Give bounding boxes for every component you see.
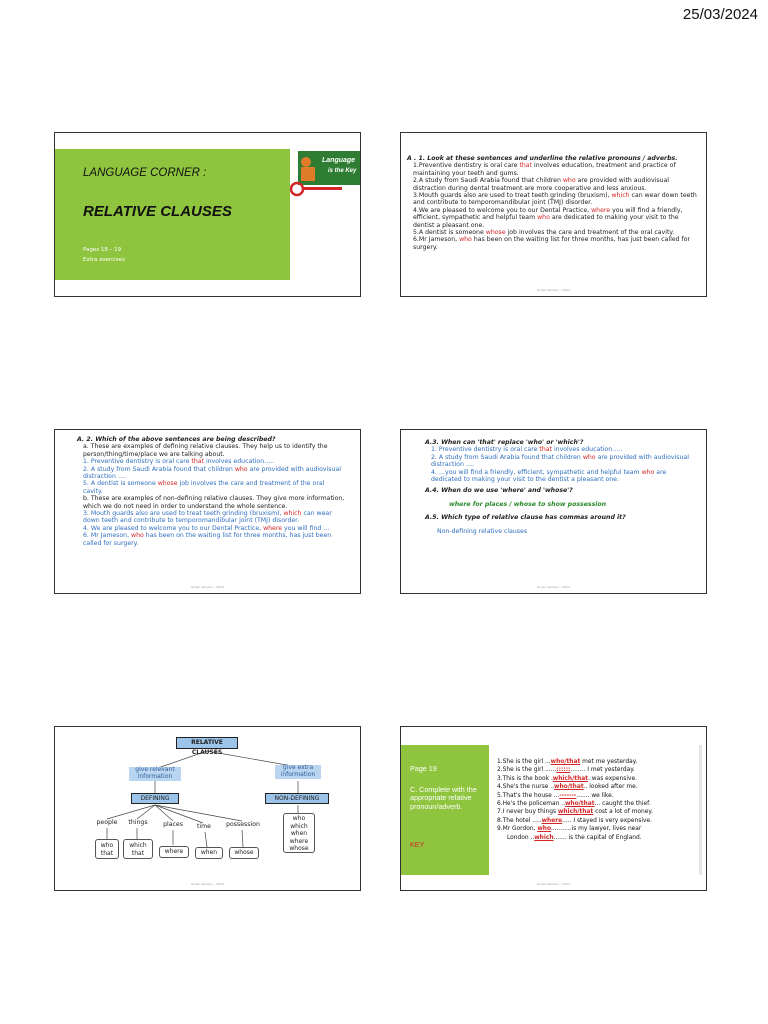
slide-footer: Grupo Gimeno – 2024 xyxy=(537,882,570,886)
example-item xyxy=(83,458,346,465)
item-text: are provided with audiovisual distraction …. xyxy=(431,453,689,469)
example-item xyxy=(431,446,692,453)
item-text: met me yesterday. xyxy=(580,759,638,765)
answer-word: ------- xyxy=(559,792,577,799)
item-number: 1. xyxy=(413,162,419,170)
answer-word: which/that xyxy=(557,809,594,816)
relative-pronoun: who xyxy=(537,214,550,222)
answer-item xyxy=(497,775,698,783)
sentence-item xyxy=(413,236,700,251)
relative-pronoun: that xyxy=(539,446,552,454)
key-label: KEY xyxy=(410,840,425,849)
item-text: . was expensive. xyxy=(588,775,637,782)
item-number: 1. xyxy=(497,759,503,765)
example-item xyxy=(83,532,346,547)
answer-item xyxy=(497,758,698,766)
relative-pronoun: who xyxy=(234,465,248,473)
item-text: 1. Preventive dentistry is oral care xyxy=(431,446,540,454)
answer-word: who/that xyxy=(550,759,581,765)
item-number: 4. xyxy=(497,784,503,791)
item-number: 7. xyxy=(497,809,503,816)
extra-info-note: give extra information xyxy=(275,765,321,779)
green-panel xyxy=(401,745,489,875)
a3-examples xyxy=(425,446,692,483)
answer-word: who/that xyxy=(554,784,584,791)
item-text: ........ I met yesterday. xyxy=(570,767,635,774)
item-text: 4. …you will find a friendly, efficient, sympathetic and helpful team xyxy=(431,468,642,476)
answer-item xyxy=(497,834,698,842)
item-text: are provided with audiovisual distraction during dental treatment are more cooperative and less anxious. xyxy=(413,177,669,192)
item-text: Mr Jameson, xyxy=(418,236,460,244)
sentence-item xyxy=(413,207,700,229)
answer-item xyxy=(497,808,698,816)
item-text: The hotel ..... xyxy=(502,817,542,824)
answer-item xyxy=(497,783,698,791)
sentence-item xyxy=(413,162,700,177)
language-key-logo xyxy=(290,147,360,197)
answer-item xyxy=(497,766,698,774)
item-text: can wear down teeth and contribute to temporomandibular joint (TMJ) disorder. xyxy=(83,510,332,525)
item-text: She's the nurse .. xyxy=(502,784,555,791)
example-item xyxy=(431,469,692,484)
logo-text-1: Language xyxy=(322,157,356,164)
item-text: can wear down teeth and contribute to temporomandibular joint (TMJ) disorder. xyxy=(413,192,697,207)
instruction-text: C. Complete with the appropriate relative pronoun/adverb. xyxy=(410,785,477,811)
category-people: people xyxy=(96,819,118,826)
relative-pronoun: that xyxy=(191,458,204,466)
item-text: 2. A study from Saudi Arabia found that children xyxy=(431,453,583,461)
example-item xyxy=(83,480,346,495)
answer-word: which/that xyxy=(552,775,589,782)
item-number: 6. xyxy=(413,236,419,244)
item-text: A dentist is someone xyxy=(418,229,486,237)
relative-pronoun: whose xyxy=(157,480,178,488)
slide2-content xyxy=(407,155,700,251)
slide-exercise-a3 xyxy=(400,429,707,594)
item-text: That's the house ... xyxy=(502,792,560,799)
item-text: He's the policeman .. xyxy=(502,801,565,808)
item-text: She is the girl ...... xyxy=(502,767,557,774)
relative-pronoun: who xyxy=(562,177,576,185)
question-a4: A.4. When do we use 'where' and 'whose'? xyxy=(425,487,573,495)
item-text: are dedicated to making your visit to the dentist a pleasant one. xyxy=(431,468,667,484)
relative-pronoun: which xyxy=(611,192,630,200)
category-places: places xyxy=(163,821,183,828)
answer-word: where xyxy=(541,817,563,824)
defining-examples xyxy=(77,458,346,495)
slide-diagram xyxy=(54,726,361,891)
relevant-info-note: give relevant information xyxy=(129,767,181,781)
item-text: I never buy things xyxy=(502,809,558,816)
item-text: 5. A dentist is someone xyxy=(83,480,158,488)
slide-footer: Grupo Gimeno – 2024 xyxy=(191,585,224,589)
item-text: has been on the waiting list for three months, has just been called for surgery. xyxy=(83,532,332,547)
relative-pronoun: who xyxy=(131,532,144,540)
item-number: 6. xyxy=(497,801,503,808)
slide3-content xyxy=(77,436,346,547)
relative-pronoun: who xyxy=(459,236,472,244)
item-text: A study from Saudi Arabia found that children xyxy=(418,177,563,185)
question-a5: A.5. Which type of relative clause has commas around it? xyxy=(425,514,626,522)
relative-pronoun: who xyxy=(641,468,655,476)
a5-answer: Non-defining relative clauses xyxy=(437,527,528,535)
question-a3: A.3. When can 'that' replace 'who' or 'which'? xyxy=(425,439,584,446)
sentence-list xyxy=(407,162,700,251)
pronoun-when: when xyxy=(195,847,223,859)
answer-item xyxy=(497,825,698,833)
extra-label: Extra exercises xyxy=(83,257,125,263)
item-text: ...........is my lawyer, lives near xyxy=(551,826,642,833)
item-text: Mouth guards also are used to treat teeth grinding (bruxism), xyxy=(418,192,612,200)
date-header: 25/03/2024 xyxy=(682,6,758,23)
relative-pronoun: which xyxy=(283,510,302,518)
relative-pronoun: who xyxy=(582,453,596,461)
a4-answer: where for places / whose to show possession xyxy=(449,500,607,508)
pronoun-whose: whose xyxy=(229,847,259,859)
slide-footer: Grupo Gimeno – 2024 xyxy=(537,288,570,292)
nondefining-paragraph: b. These are examples of non-defining relative clauses. They give more information, which we do not need in order to understand the whole sentence. xyxy=(83,495,345,510)
example-item xyxy=(83,525,346,532)
item-text: London .. xyxy=(507,834,535,841)
scroll-strip xyxy=(699,745,702,875)
item-number: 4. xyxy=(413,206,419,214)
item-text: has been on the waiting list for three months, has just been called for surgery. xyxy=(413,236,691,251)
slide-footer: Grupo Gimeno – 2024 xyxy=(537,585,570,589)
category-possession: possession xyxy=(226,821,260,828)
slide-pages-info xyxy=(83,245,125,265)
nondefining-examples xyxy=(77,510,346,547)
slide-exercise-a2 xyxy=(54,429,361,594)
item-text: involves education….. xyxy=(203,458,275,466)
pages-label: Pages 18 – 19 xyxy=(83,247,122,253)
item-text: 1. Preventive dentistry is oral care xyxy=(83,458,192,466)
pronoun-who-that: who that xyxy=(95,839,119,859)
page-label: Page 19 xyxy=(410,764,437,773)
item-text: 2. A study from Saudi Arabia found that children xyxy=(83,465,235,473)
relative-pronoun: where xyxy=(591,206,611,214)
item-number: 8. xyxy=(497,817,503,824)
item-text: involves education, treatment and practice of maintaining your teeth and gums. xyxy=(413,162,676,177)
slide-exercise-a1 xyxy=(400,132,707,297)
item-text: you will find a friendly, efficient, sympathetic and helpful team xyxy=(413,206,683,222)
example-item xyxy=(83,510,346,525)
defining-node: DEFINING xyxy=(131,793,179,804)
sentence-item xyxy=(413,192,700,207)
logo-text-2: is the Key xyxy=(328,168,357,174)
item-text: This is the book . xyxy=(502,775,553,782)
pronoun-where: where xyxy=(159,846,189,858)
item-text: 6. Mr Jameson, xyxy=(83,532,132,540)
answer-list xyxy=(497,758,698,842)
answer-word: which xyxy=(534,834,554,841)
exercise-heading: A. 2. Which of the above sentences are being described? xyxy=(77,436,276,443)
item-text: ... caught the thief. xyxy=(594,801,651,808)
answer-item xyxy=(497,792,698,800)
item-text: involves education….. xyxy=(551,446,623,454)
sentence-item xyxy=(413,229,700,236)
slide-exercise-c xyxy=(400,726,707,891)
pronoun-which-that: which that xyxy=(123,839,153,859)
defining-paragraph: a. These are examples of defining relative clauses. They help us to identify the person/thing/time/place we are talking about. xyxy=(83,443,328,458)
item-text: 4. We are pleased to welcome you to our Dental Practice, xyxy=(83,524,264,532)
sentence-item xyxy=(413,177,700,192)
nondefining-pronouns: who which when where whose xyxy=(283,813,315,853)
answer-item xyxy=(497,800,698,808)
exercise-heading: A . 1. Look at these sentences and underline the relative pronouns / adverbs. xyxy=(407,155,678,162)
item-number: 2. xyxy=(413,177,419,185)
category-things: things xyxy=(128,819,148,826)
item-text: We are pleased to welcome you to our Dental Practice, xyxy=(418,206,592,214)
item-text: cost a lot of money. xyxy=(593,809,653,816)
relative-pronoun: that xyxy=(519,162,533,170)
item-text: ..... I stayed is very expensive. xyxy=(562,817,652,824)
answer-word: :::::: xyxy=(556,767,571,774)
item-number: 9. xyxy=(497,826,503,833)
nondefining-node: NON-DEFINING xyxy=(265,793,329,804)
item-text: Mr Gordon, xyxy=(502,826,538,833)
item-text: job involves the care and treatment of the oral cavity. xyxy=(505,229,675,237)
item-text: you will find … xyxy=(282,524,330,532)
slide-subtitle: LANGUAGE CORNER : xyxy=(83,167,207,179)
item-text: She is the girl ... xyxy=(502,759,551,765)
item-number: 5. xyxy=(413,229,419,237)
relative-pronoun: whose xyxy=(485,229,506,237)
slide-footer: Grupo Gimeno – 2024 xyxy=(191,882,224,886)
root-node: RELATIVE CLAUSES xyxy=(176,737,238,749)
item-number: 2. xyxy=(497,767,503,774)
item-number: 3. xyxy=(413,192,419,200)
item-text: are dedicated to making your visit to the dentist a pleasant one. xyxy=(413,214,679,229)
answer-word: who xyxy=(537,826,551,833)
example-item xyxy=(431,454,692,469)
item-text: ....... is the capital of England. xyxy=(553,834,642,841)
category-time: time xyxy=(197,823,211,830)
slide-main-title: RELATIVE CLAUSES xyxy=(83,203,232,220)
item-text: Preventive dentistry is oral care xyxy=(418,162,520,170)
answer-item xyxy=(497,817,698,825)
item-text: are provided with audiovisual distraction …. xyxy=(83,465,341,481)
example-item xyxy=(83,466,346,481)
item-text: .. looked after me. xyxy=(583,784,638,791)
relative-pronoun: where xyxy=(263,524,283,532)
item-text: 3. Mouth guards also are used to treat teeth grinding (bruxism), xyxy=(83,510,284,518)
slide4-content xyxy=(425,439,692,535)
slide-title xyxy=(54,132,361,297)
item-text: job involves the care and treatment of the oral cavity. xyxy=(83,480,325,495)
item-number: 5. xyxy=(497,792,503,799)
answer-word: who/that xyxy=(564,801,595,808)
item-number: 3. xyxy=(497,775,503,782)
item-text: ....... we like. xyxy=(576,792,614,799)
